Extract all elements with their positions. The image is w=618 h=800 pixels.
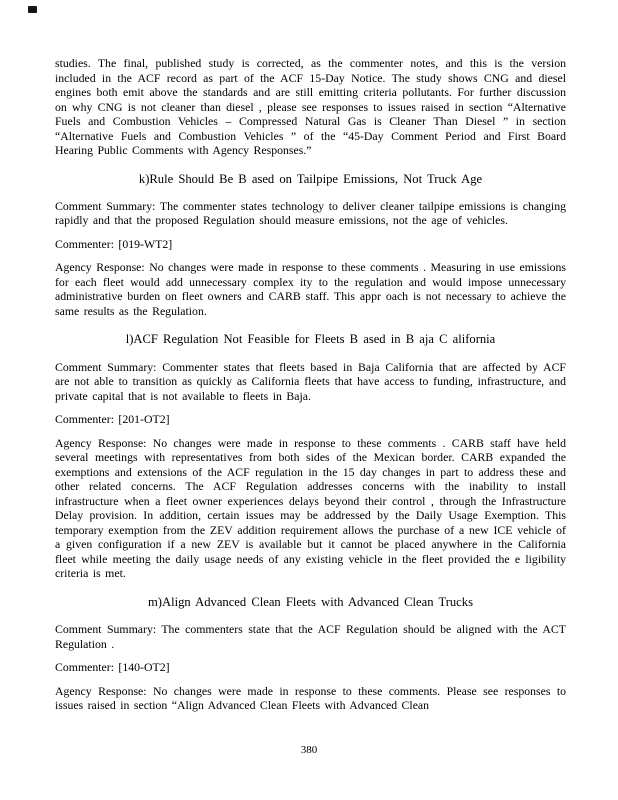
- intro-paragraph: studies. The final, published study is corrected, as the commenter notes, and this is the version included in the ACF record as part of the ACF 15-Day Notice. The study shows CNG and diesel engines both emit above the standards and are still emitting criteria pollutants. For further discussion on why CNG is not cleaner than diesel , please see responses to issues raised in section “Alternative Fuels and Combustion Vehicles – Compressed Natural Gas is Cleaner Than Diesel ” in section “Alternative Fuels and Combustion Vehicles ” of the “45-Day Comment Period and First Board Hearing Public Comments with Agency Responses.”: [55, 56, 566, 157]
- section-heading-l: l)ACF Regulation Not Feasible for Fleets B ased in B aja C alifornia: [125, 332, 496, 347]
- agency-response-k: Agency Response: No changes were made in response to these comments . Measuring in use emissions for each fleet would add unnecessary complex ity to the regulation and would impose unnecessary administrative burden on fleet owners and CARB staff. This appr oach is not necessary to achieve the same results as the Regulation.: [55, 260, 566, 318]
- scan-artifact: [28, 6, 37, 13]
- comment-summary-m: Comment Summary: The commenters state that the ACF Regulation should be aligned with the ACT Regulation .: [55, 622, 566, 651]
- page-content: [55, 56, 566, 722]
- agency-response-l: Agency Response: No changes were made in response to these comments . CARB staff have held several meetings with representatives from both sides of the Mexican border. CARB expanded the exemptions and extensions of the ACF regulation in the 15 day changes in part to address these and other related concerns. The ACF Regulation addresses concerns with the inability to install infrastructure when a fleet owner experiences delays beyond their control , through the Infrastructure Delay provision. In addition, certain issues may be addressed by the Daily Usage Exemption. This temporary exemption from the ZEV addition requirement allows the purchase of a new ICE vehicle of a given configuration if a new ZEV is available but it cannot be placed anywhere in the California fleet while meeting the daily usage needs of any existing vehicle in the fleet provided the e ligibility criteria is met.: [55, 435, 566, 581]
- comment-summary-l: Comment Summary: Commenter states that fleets based in Baja California that are affected by ACF are not able to transition as quickly as California fleets that have access to funding, infrastructure, and private capital that is not available to fleets in Baja.: [55, 359, 566, 403]
- commenter-k: Commenter: [019-WT2]: [55, 236, 173, 251]
- commenter-m: Commenter: [140-OT2]: [55, 660, 170, 675]
- page-number: 380: [300, 744, 318, 756]
- section-heading-k: k)Rule Should Be B ased on Tailpipe Emissions, Not Truck Age: [138, 171, 483, 186]
- section-heading-m: m)Align Advanced Clean Fleets with Advanced Clean Trucks: [148, 594, 473, 609]
- agency-response-m: Agency Response: No changes were made in response to these comments. Please see responses to issues raised in section “Align Advanced Clean Fleets with Advanced Clean: [55, 683, 566, 713]
- comment-summary-k: Comment Summary: The commenter states technology to deliver cleaner tailpipe emissions is changing rapidly and that the proposed Regulation should measure emissions, not the age of vehicles.: [55, 198, 566, 228]
- commenter-l: Commenter: [201-OT2]: [55, 412, 170, 427]
